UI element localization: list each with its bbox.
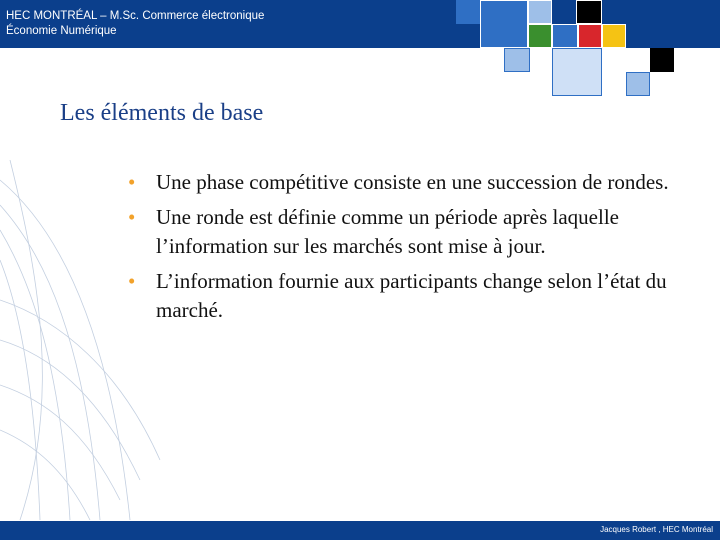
deco-square — [626, 72, 650, 96]
bullet-icon: • — [128, 269, 136, 293]
deco-square — [552, 48, 602, 96]
deco-square — [552, 0, 576, 24]
bullet-text: L’information fournie aux participants change selon l’état du marché. — [156, 269, 667, 322]
list-item — [128, 168, 698, 197]
deco-square — [576, 0, 602, 24]
deco-square — [504, 48, 530, 72]
deco-square — [528, 24, 552, 48]
footer-credit: Jacques Robert , HEC Montréal — [600, 525, 713, 534]
footer-bar — [0, 521, 720, 540]
deco-square — [480, 0, 528, 48]
list-item — [128, 267, 698, 325]
bullet-list — [128, 168, 698, 331]
bullet-text: Une ronde est définie comme un période après laquelle l’information sur les marchés sont mise à jour. — [156, 205, 619, 258]
list-item — [128, 203, 698, 261]
slide-title: Les éléments de base — [60, 100, 264, 126]
bullet-icon: • — [128, 170, 136, 194]
header-line-2: Économie Numérique — [6, 25, 117, 37]
deco-square — [602, 24, 626, 48]
deco-square — [578, 24, 602, 48]
header-title — [6, 9, 264, 39]
bullet-text: Une phase compétitive consiste en une succession de rondes. — [156, 170, 669, 194]
deco-square — [552, 24, 578, 48]
header-line-1: HEC MONTRÉAL – M.Sc. Commerce électronique — [6, 10, 265, 22]
deco-square — [528, 0, 552, 24]
deco-square — [650, 48, 674, 72]
bullet-icon: • — [128, 205, 136, 229]
